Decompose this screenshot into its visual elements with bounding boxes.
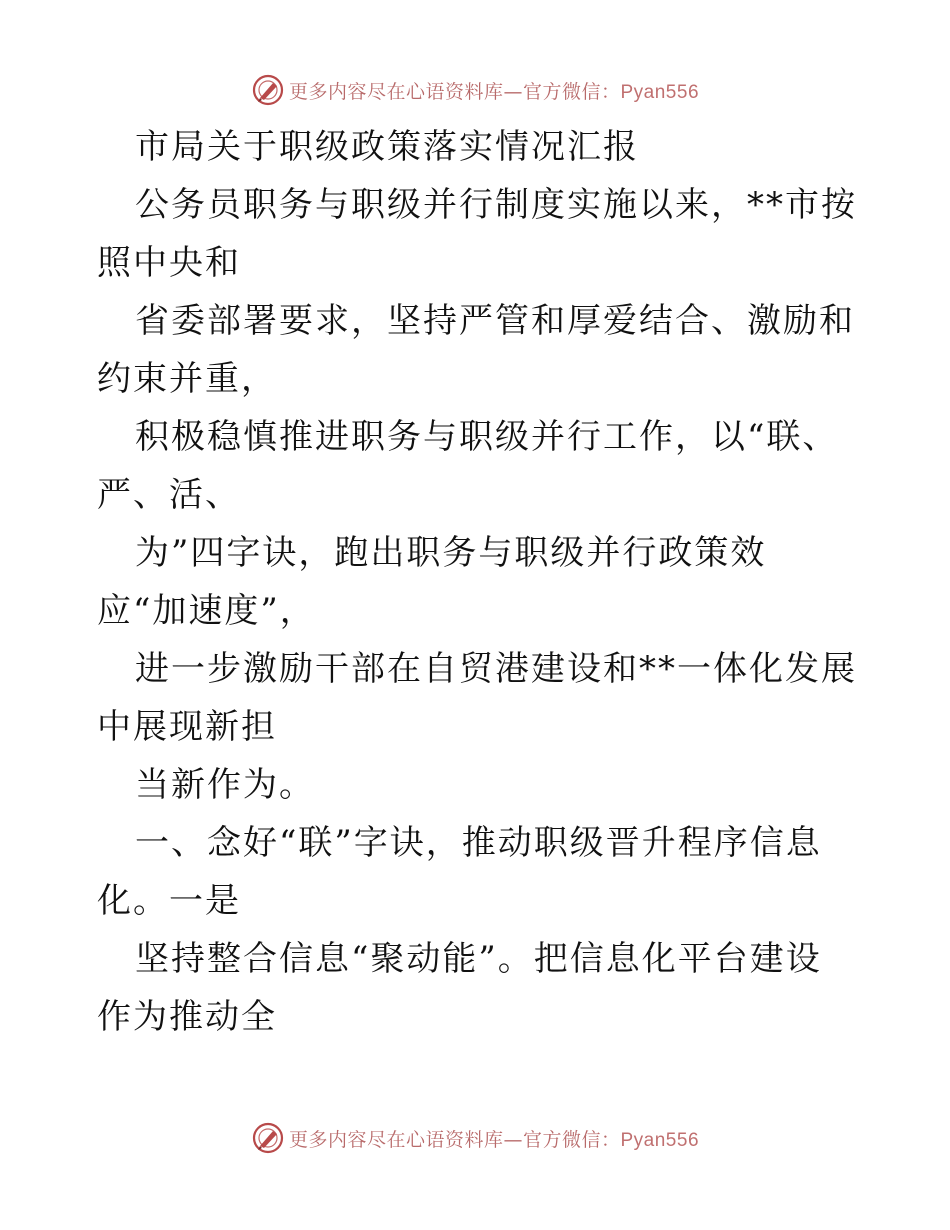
watermark-header [0, 70, 950, 110]
watermark-account: Pyan556 [620, 1129, 700, 1151]
paragraph: 当新作为。 [135, 765, 315, 805]
pen-logo-icon [251, 73, 285, 107]
paragraph: 积极稳慎推进职务与职级并行工作，以“联、严、活、 [97, 417, 839, 515]
paragraph: 进一步激励干部在自贸港建设和**一体化发展中展现新担 [97, 649, 857, 747]
paragraph: 为”四字诀，跑出职务与职级并行政策效应“加速度”， [97, 533, 767, 631]
paragraph: 一、念好“联”字诀，推动职级晋升程序信息化。一是 [97, 823, 822, 921]
watermark-footer [0, 1118, 950, 1158]
pen-logo-icon [251, 1121, 285, 1155]
paragraph: 省委部署要求，坚持严管和厚爱结合、激励和约束并重， [97, 301, 855, 399]
watermark-text: 更多内容尽在心语资料库—官方微信： [288, 80, 621, 103]
paragraph: 公务员职务与职级并行制度实施以来，**市按照中央和 [97, 185, 857, 283]
watermark-account: Pyan556 [620, 81, 700, 103]
watermark-text: 更多内容尽在心语资料库—官方微信： [288, 1128, 621, 1151]
document-title: 市局关于职级政策落实情况汇报 [135, 127, 639, 167]
document-body [97, 118, 857, 1046]
paragraph: 坚持整合信息“聚动能”。把信息化平台建设作为推动全 [97, 939, 822, 1037]
